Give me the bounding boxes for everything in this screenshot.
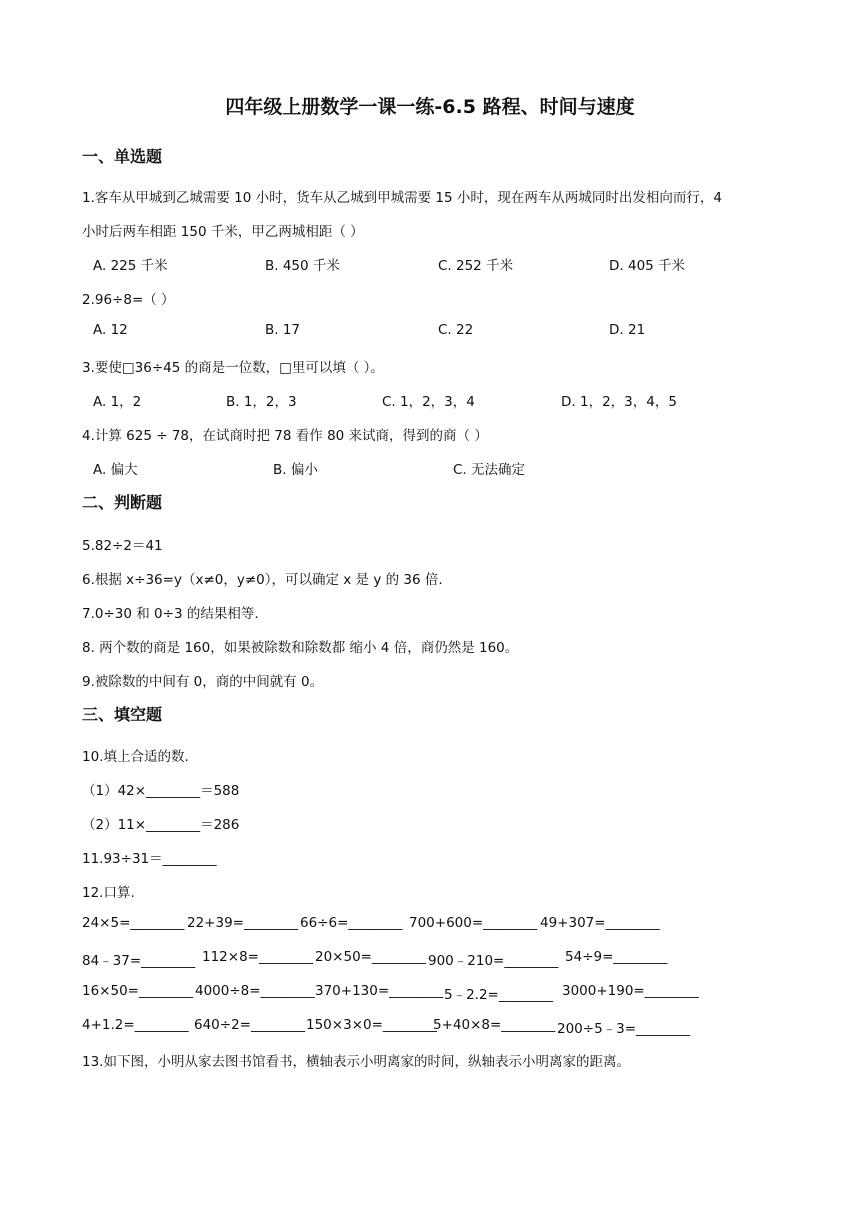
mental-math-item: 84﹣37=________ bbox=[82, 953, 196, 969]
question-3-option-d: D. 1，2，3，4，5 bbox=[561, 394, 677, 410]
mental-math-item: 640÷2=________ bbox=[194, 1017, 305, 1033]
mental-math-item: 112×8=________ bbox=[202, 949, 313, 965]
mental-math-item: 4000÷8=________ bbox=[195, 983, 315, 999]
question-10-text: 10.填上合适的数. bbox=[82, 749, 189, 765]
mental-math-item: 4+1.2=________ bbox=[82, 1017, 189, 1033]
question-12-text: 12.口算. bbox=[82, 885, 135, 901]
mental-math-item: 150×3×0=________ bbox=[306, 1017, 437, 1033]
question-8-text: 8. 两个数的商是 160，如果被除数和除数都 缩小 4 倍，商仍然是 160。 bbox=[82, 640, 519, 656]
question-5-text: 5.82÷2＝41 bbox=[82, 538, 163, 554]
question-4-option-a: A. 偏大 bbox=[93, 462, 138, 478]
question-9-text: 9.被除数的中间有 0，商的中间就有 0。 bbox=[82, 674, 324, 690]
section-heading-single-choice: 一、单选题 bbox=[82, 147, 163, 166]
question-4-text: 4.计算 625 ÷ 78，在试商时把 78 看作 80 来试商，得到的商（ ） bbox=[82, 428, 488, 444]
question-2-option-b: B. 17 bbox=[265, 322, 301, 338]
question-3-option-a: A. 1，2 bbox=[93, 394, 142, 410]
question-13-text: 13.如下图，小明从家去图书馆看书，横轴表示小明离家的时间，纵轴表示小明离家的距离。 bbox=[82, 1054, 630, 1070]
question-2-option-d: D. 21 bbox=[609, 322, 646, 338]
question-1-option-d: D. 405 千米 bbox=[609, 258, 686, 274]
question-10-part-1: （1）42×________＝588 bbox=[82, 783, 240, 799]
question-10-part-2: （2）11×________＝286 bbox=[82, 817, 240, 833]
mental-math-item: 66÷6=________ bbox=[300, 915, 403, 931]
page-title: 四年级上册数学一课一练-6.5 路程、时间与速度 bbox=[225, 96, 635, 118]
question-1-option-b: B. 450 千米 bbox=[265, 258, 340, 274]
mental-math-item: 900﹣210=________ bbox=[428, 953, 559, 969]
question-1-option-a: A. 225 千米 bbox=[93, 258, 168, 274]
section-heading-fill-in: 三、填空题 bbox=[82, 705, 163, 724]
question-4-option-c: C. 无法确定 bbox=[453, 462, 526, 478]
mental-math-item: 54÷9=________ bbox=[565, 949, 668, 965]
mental-math-item: 5+40×8=________ bbox=[433, 1017, 556, 1033]
mental-math-item: 3000+190=________ bbox=[562, 983, 699, 999]
mental-math-item: 370+130=________ bbox=[315, 983, 444, 999]
question-11-text: 11.93÷31＝________ bbox=[82, 851, 217, 867]
question-2-option-a: A. 12 bbox=[93, 322, 128, 338]
question-1-line-2: 小时后两车相距 150 千米，甲乙两城相距（ ） bbox=[82, 224, 364, 240]
question-1-option-c: C. 252 千米 bbox=[438, 258, 514, 274]
mental-math-item: 700+600=________ bbox=[409, 915, 538, 931]
question-1-line-1: 1.客车从甲城到乙城需要 10 小时，货车从乙城到甲城需要 15 小时，现在两车从两城同时出发相向而行，4 bbox=[82, 190, 722, 206]
question-4-option-b: B. 偏小 bbox=[273, 462, 318, 478]
question-2-text: 2.96÷8=（ ） bbox=[82, 292, 175, 308]
mental-math-item: 20×50=________ bbox=[315, 949, 426, 965]
mental-math-item: 16×50=________ bbox=[82, 983, 193, 999]
mental-math-item: 24×5=________ bbox=[82, 915, 185, 931]
question-3-option-c: C. 1，2，3，4 bbox=[382, 394, 475, 410]
question-7-text: 7.0÷30 和 0÷3 的结果相等. bbox=[82, 606, 259, 622]
question-3-text: 3.要使□36÷45 的商是一位数，□里可以填（ ）。 bbox=[82, 360, 384, 376]
question-3-option-b: B. 1，2，3 bbox=[226, 394, 297, 410]
question-6-text: 6.根据 x÷36=y（x≠0，y≠0），可以确定 x 是 y 的 36 倍. bbox=[82, 572, 443, 588]
question-2-option-c: C. 22 bbox=[438, 322, 474, 338]
mental-math-item: 200÷5﹣3=________ bbox=[557, 1021, 691, 1037]
mental-math-item: 5﹣2.2=________ bbox=[444, 987, 553, 1003]
mental-math-item: 22+39=________ bbox=[187, 915, 298, 931]
section-heading-true-false: 二、判断题 bbox=[82, 493, 163, 512]
mental-math-item: 49+307=________ bbox=[540, 915, 660, 931]
